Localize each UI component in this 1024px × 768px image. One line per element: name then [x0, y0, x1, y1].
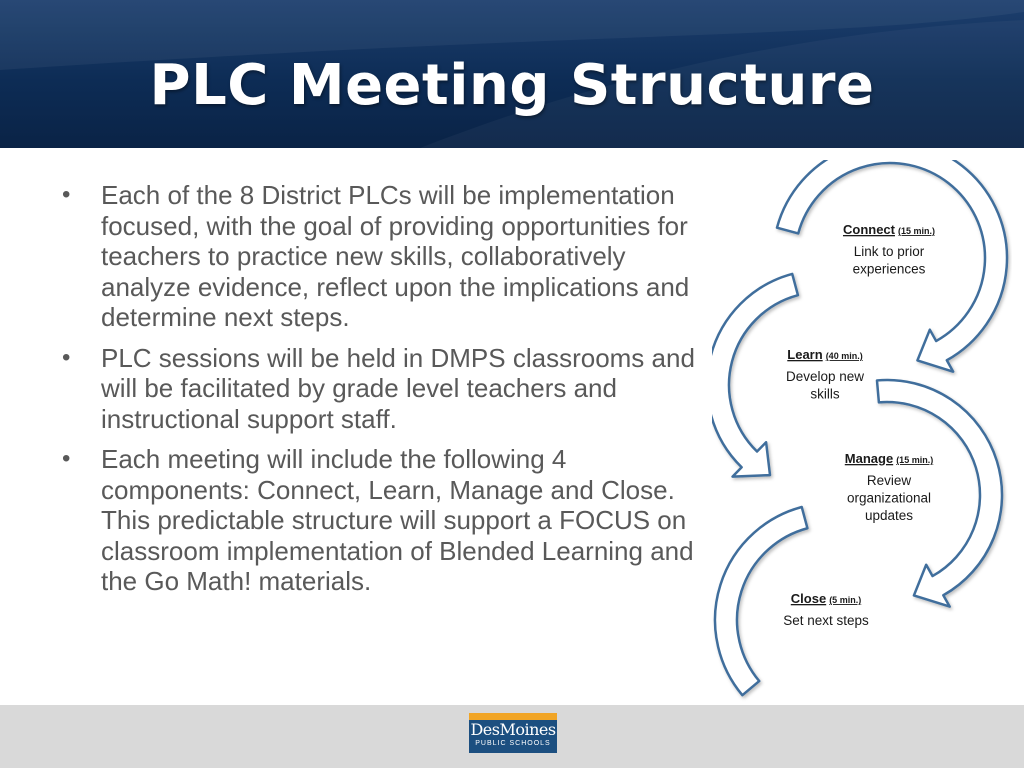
meeting-cycle-diagram: [712, 160, 1012, 705]
manage-step-time: (15 min.): [896, 455, 934, 465]
connect-step-heading: [843, 222, 935, 237]
bullet-dot-icon: •: [62, 343, 71, 371]
manage-step-heading: [845, 451, 933, 466]
learn-step-time: (40 min.): [825, 351, 863, 361]
bullet-dot-icon: •: [62, 181, 71, 208]
learn-step-description: skills: [810, 386, 840, 402]
connect-step-description: experiences: [852, 261, 926, 277]
close-step-heading: [791, 591, 861, 606]
bullet-text: Each of the 8 District PLCs will be implementation focused, with the goal of providing opportunities for teachers to practice new skills, collaboratively analyze evidence, reflect upon the implications and determine next steps.: [101, 180, 690, 332]
bullet-dot-icon: •: [62, 445, 71, 472]
learn-step-heading: [787, 347, 862, 362]
logo-sub-text: PUBLIC SCHOOLS: [475, 740, 551, 747]
manage-step-name: Manage: [844, 451, 894, 466]
manage-step-description: updates: [864, 508, 914, 523]
bullet-text: PLC sessions will be held in DMPS classrooms and will be facilitated by grade level teachers and instructional support staff.: [101, 342, 695, 434]
bullet-list: [56, 180, 696, 607]
des-moines-logo: [469, 713, 557, 753]
close-step-name: Close: [790, 591, 827, 606]
close-step-description: Set next steps: [783, 613, 869, 628]
learn-step-name: Learn: [787, 347, 823, 362]
cycle-labels: [783, 222, 935, 628]
bullet-item: [56, 343, 696, 435]
connect-step-description: Link to prior: [853, 244, 925, 259]
manage-step-description: Review: [866, 473, 912, 488]
slide-title: PLC Meeting Structure: [149, 53, 875, 118]
slide-header: [0, 0, 1024, 148]
bullet-item: [56, 444, 696, 597]
bullet-item: [56, 180, 696, 333]
connect-step-time: (15 min.): [897, 226, 936, 236]
meeting-cycle-svg: [712, 160, 1012, 705]
logo-main-text: DesMoines: [470, 720, 556, 739]
close-step-time: (5 min.): [829, 595, 862, 605]
bullet-text: Each meeting will include the following 4 components: Connect, Learn, Manage and Close. This predictable structure will support a FOCUS on classroom implementation of Blended Learning and the Go Math! materials.: [101, 444, 694, 596]
manage-step-description: organizational: [846, 490, 932, 506]
connect-step-name: Connect: [842, 222, 895, 237]
learn-step-description: Develop new: [785, 369, 865, 384]
